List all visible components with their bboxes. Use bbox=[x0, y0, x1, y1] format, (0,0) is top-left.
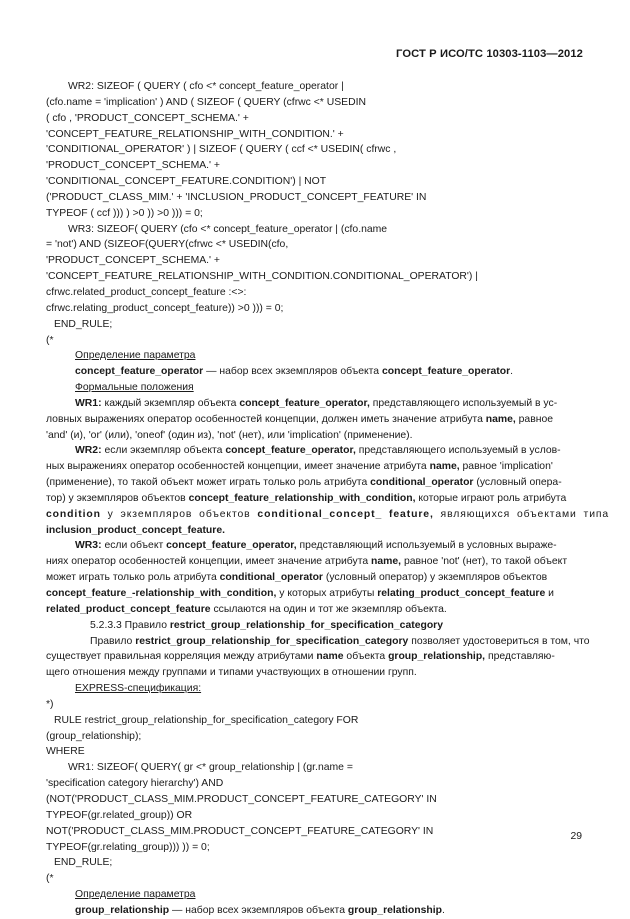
wr1-paragraph: WR1: каждый экземпляр объекта concept_feature_operator, представляющего используемый в ус- ловных выражениях оператор особенностей концепции, должен иметь значение атрибута name, равное 'and' (и), 'or' (или), 'oneof' (один из), 'not' (нет), или 'implication' (применение). bbox=[46, 397, 558, 441]
code-line: WR2: SIZEOF ( QUERY ( cfo <* concept_feature_operator | bbox=[68, 81, 344, 92]
code-line: (* bbox=[46, 873, 54, 885]
code-line: WR1: SIZEOF( QUERY( gr <* group_relationship | (gr.name = bbox=[68, 762, 353, 774]
code-line: (NOT('PRODUCT_CLASS_MIM.PRODUCT_CONCEPT_FEATURE_CATEGORY' IN bbox=[46, 793, 437, 805]
code-line: cfrwc.relating_product_concept_feature)) >0 ))) = 0; bbox=[46, 302, 284, 314]
page-number: 29 bbox=[570, 831, 582, 842]
code-line: ( cfo , 'PRODUCT_CONCEPT_SCHEMA.' + bbox=[46, 112, 249, 124]
code-line: 'CONCEPT_FEATURE_RELATIONSHIP_WITH_CONDITION.CONDITIONAL_OPERATOR') | bbox=[46, 271, 478, 283]
code-line: END_RULE; bbox=[54, 318, 113, 330]
param-definition-heading: Определение параметра bbox=[75, 350, 196, 362]
code-line: WHERE bbox=[46, 746, 85, 758]
page-content bbox=[46, 79, 610, 919]
code-line: (* bbox=[46, 334, 54, 346]
express-code-block bbox=[46, 79, 584, 348]
code-line: WR3: SIZEOF( QUERY (cfo <* concept_feature_operator | (cfo.name bbox=[68, 223, 388, 235]
code-line: 'specification category hierarchy') AND bbox=[46, 778, 224, 790]
param-definition-text: concept_feature_operator — набор всех экземпляров объекта concept_feature_operator. bbox=[75, 366, 514, 378]
rule-description: Правило restrict_group_relationship_for_specification_category позволяет удостовериться в том, что существует правильная корреляция между атрибутами name объекта group_relationship, представляю- щего отношения между группами и типами участвующих в отношении групп. bbox=[46, 635, 590, 679]
code-line: cfrwc.related_product_concept_feature :<>: bbox=[46, 286, 247, 298]
code-line: RULE restrict_group_relationship_for_specification_category FOR bbox=[54, 714, 359, 726]
param-definition-heading-2: Определение параметра bbox=[75, 889, 196, 901]
express-spec-heading: EXPRESS-спецификация: bbox=[75, 683, 202, 695]
code-line: = 'not') AND (SIZEOF(QUERY(cfrwc <* USEDIN(cfo, bbox=[46, 239, 289, 251]
section-heading: 5.2.3.3 Правило restrict_group_relationship_for_specification_category bbox=[90, 619, 443, 631]
code-line: TYPEOF ( ccf ))) ) >0 )) >0 ))) = 0; bbox=[46, 207, 203, 219]
code-line: 'CONDITIONAL_CONCEPT_FEATURE.CONDITION') | NOT bbox=[46, 176, 327, 188]
wr3-paragraph: WR3: если объект concept_feature_operator, представляющий используемый в условных выраже- ниях оператор особенностей концепции, имеет значение атрибута name, равное 'not' (нет), то такой объект может играть только роль атрибута conditional_operator (условный оператор) у экземпляров объектов concept_feature_-relationship_with_condition, у которых атрибуты relating_product_concept_feature и related_product_concept_feature ссылаются на один и тот же экземпляр объекта. bbox=[46, 540, 568, 615]
param-definition-text-2: group_relationship — набор всех экземпляров объекта group_relationship. bbox=[75, 904, 445, 916]
code-line: 'CONCEPT_FEATURE_RELATIONSHIP_WITH_CONDITION.' + bbox=[46, 128, 344, 140]
code-line: 'PRODUCT_CONCEPT_SCHEMA.' + bbox=[46, 255, 220, 267]
code-line: (cfo.name = 'implication' ) AND ( SIZEOF ( QUERY (cfrwc <* USEDIN bbox=[46, 96, 366, 108]
wr2-paragraph: WR2: если экземпляр объекта concept_feature_operator, представляющего используемый в услов- ных выражениях оператор особенностей концепции, имеет значение атрибута name, равное 'implication' (применение), то такой объект может играть только роль атрибута conditional_operator (условный опера- тор) у экземпляров объектов concept_feature_relationship_with_condition, которые играют роль атрибута condition у экземпляров объектов conditional_concept_ feature, являющихся объектами типа inclusion_product_concept_feature. bbox=[46, 445, 610, 536]
code-line: 'PRODUCT_CONCEPT_SCHEMA.' + bbox=[46, 160, 220, 172]
express-code-block-2 bbox=[46, 697, 584, 887]
code-line: END_RULE; bbox=[54, 857, 113, 869]
code-line: TYPEOF(gr.related_group)) OR bbox=[46, 809, 193, 821]
code-line: (group_relationship); bbox=[46, 730, 142, 742]
code-line: NOT('PRODUCT_CLASS_MIM.PRODUCT_CONCEPT_FEATURE_CATEGORY' IN bbox=[46, 825, 434, 837]
code-line: *) bbox=[46, 698, 54, 710]
code-line: TYPEOF(gr.relating_group))) )) = 0; bbox=[46, 841, 210, 853]
formal-propositions-heading: Формальные положения bbox=[75, 382, 194, 394]
code-line: 'CONDITIONAL_OPERATOR' ) | SIZEOF ( QUERY ( ccf <* USEDIN( cfrwc , bbox=[46, 144, 397, 156]
standard-header: ГОСТ Р ИСО/ТС 10303-1103—2012 bbox=[396, 48, 583, 60]
code-line: ('PRODUCT_CLASS_MIM.' + 'INCLUSION_PRODUCT_CONCEPT_FEATURE' IN bbox=[46, 191, 427, 203]
